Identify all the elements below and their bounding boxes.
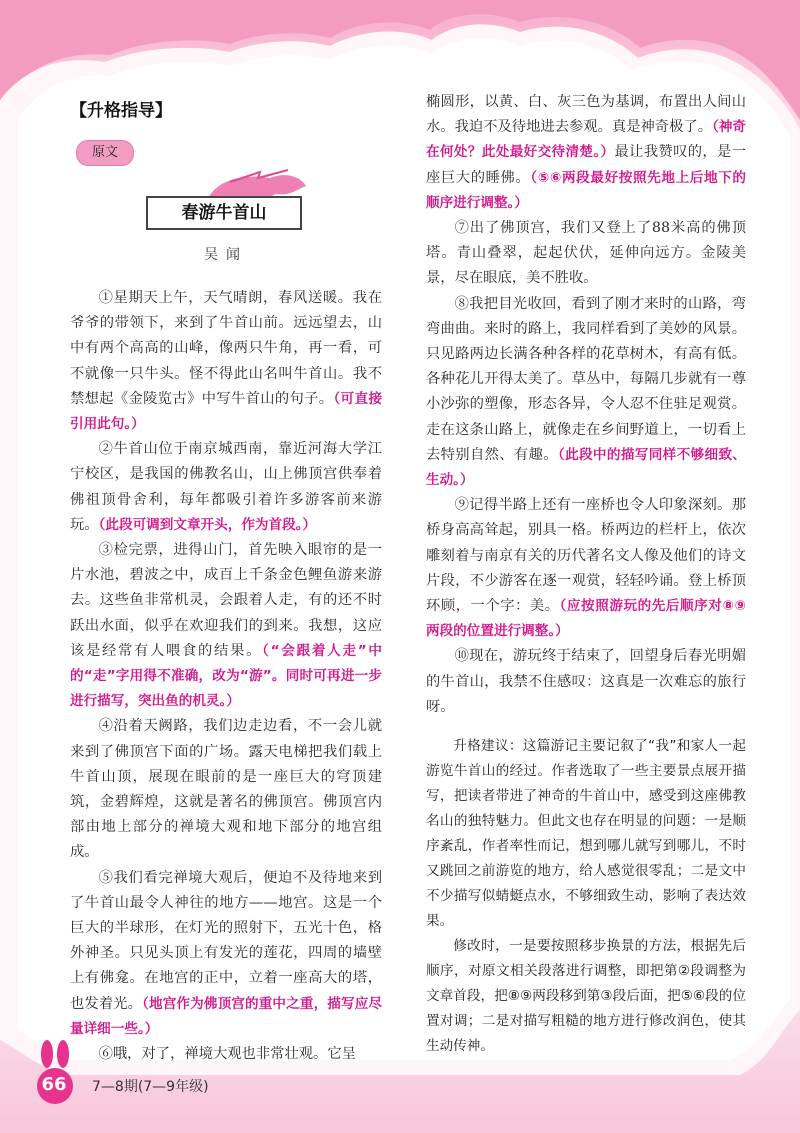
article-paragraph: 椭圆形，以黄、白、灰三色为基调，布置出人间山水。我迫不及待地进去参观。真是神奇极了。（神奇在何处？此处最好交待清楚。）最让我赞叹的，是一座巨大的睡佛。（⑤⑥两段最好按照先地上后地下的顺序进行调整。）: [426, 94, 747, 211]
article-paragraph: ⑦出了佛顶宫，我们又登上了88米高的佛顶塔。青山叠翠，起起伏伏，延伸向远方。金陵美景，尽在眼底，美不胜收。: [426, 220, 746, 287]
page-number: 66: [41, 1074, 67, 1095]
revision-note: （神奇在何处？此处最好交待清楚。）: [426, 119, 747, 161]
advice-paragraph: 升格建议：这篇游记主要记叙了“我”和家人一起游览牛首山的经过。作者选取了一些主要景点展开描写，把读者带进了神奇的牛首山中，感受到这座佛教名山的独特魅力。但此文也存在明显的问题：一是顺序紊乱，作者率性而记，想到哪儿就写到哪儿，不时又跳回之前游览的地方，给人感觉很零乱；二是文中不少描写似蜻蜓点水，不够细致生动，影响了表达效果。: [426, 738, 746, 929]
original-text-label: 原文: [76, 140, 134, 166]
article-paragraph: ⑩现在，游玩终于结束了，回望身后春光明媚的牛首山，我禁不住感叹：这真是一次难忘的旅行呀。: [426, 648, 746, 715]
advice-paragraph: 修改时，一是要按照移步换景的方法，根据先后顺序，对原文相关段落进行调整，即把第②段调整为文章首段，把⑧⑨两段移到第③段后面，把⑤⑥段的位置对调；二是对描写粗糙的地方进行修改润色，使其生动传神。: [426, 938, 746, 1054]
article-paragraph: ④沿着天阙路，我们边走边看，不一会儿就来到了佛顶宫下面的广场。露天电梯把我们载上牛首山顶，展现在眼前的是一座巨大的穹顶建筑，金碧辉煌，这就是著名的佛顶宫。佛顶宫内部由地上部分的禅境大观和地下部分的地宫组成。: [70, 718, 382, 861]
revision-note: （可直接引用此句。）: [70, 390, 383, 433]
article-paragraph: ③检完票，进得山门，首先映入眼帘的是一片水池，碧波之中，成百上千条金色鲤鱼游来游去。这些鱼非常机灵，会跟着人走，有的还不时跃出水面，似乎在欢迎我们的到来。我想，这应该是经常有人喂食的结果。（“会跟着人走”中的“走”字用得不准确，改为“游”。同时可再进一步进行描写，突出鱼的机灵。）: [70, 542, 382, 710]
article-paragraph: ⑤我们看完禅境大观后，便迫不及待地来到了牛首山最令人神往的地方——地宫。这是一个巨大的半球形，在灯光的照射下，五光十色，格外神圣。只见头顶上有发光的莲花，四周的墙壁上有佛龛。在地宫的正中，立着一座高大的塔，也发着光。（地宫作为佛顶宫的重中之重，描写应尽量详细一些。）: [70, 869, 383, 1037]
revision-note: （⑤⑥两段最好按照先地上后地下的顺序进行调整。）: [426, 169, 747, 211]
article-author: 吴闻: [204, 247, 248, 263]
revision-note: （地宫作为佛顶宫的重中之重，描写应尽量详细一些。）: [70, 995, 383, 1037]
right-column: [426, 90, 746, 720]
article-paragraph: ⑥哦，对了，禅境大观也非常壮观。它呈: [98, 1046, 356, 1063]
article-paragraph: ⑧我把目光收回，看到了刚才来时的山路，弯弯曲曲。来时的路上，我同样看到了美妙的风景。只见路两边长满各种各样的花草树木，有高有低。各种花儿开得太美了。草丛中，每隔几步就有一尊小沙弥的塑像，形态各异，令人忍不住驻足观赏。走在这条山路上，就像走在乡间野道上，一切看上去特别自然、有趣。（此段中的描写同样不够细致、生动。）: [426, 295, 747, 489]
left-column: [70, 286, 382, 1067]
revision-note: （此段可调到文章开头，作为首段。）: [98, 516, 317, 533]
revision-note: （“会跟着人走”中的“走”字用得不准确，改为“游”。同时可再进一步进行描写，突出鱼的机灵。）: [70, 642, 382, 710]
revision-note: （此段中的描写同样不够细致、生动。）: [426, 446, 747, 489]
upgrade-advice: [426, 734, 746, 1059]
issue-label: 7—8期(7—9年级): [92, 1079, 209, 1095]
article-paragraph: ⑨记得半路上还有一座桥也令人印象深刻。那桥身高高耸起，别具一格。桥两边的栏杆上，依次雕刻着与南京有关的历代著名文人像及他们的诗文片段，不少游客在逐一观赏，轻轻吟诵。登上桥顶环顾，一个字：美。（应按照游玩的先后顺序对⑧⑨两段的位置进行调整。）: [426, 497, 747, 640]
guide-heading: 【升格指导】: [70, 101, 172, 121]
revision-note: （应按照游玩的先后顺序对⑧⑨两段的位置进行调整。）: [426, 598, 747, 640]
article-paragraph: ②牛首山位于南京城西南，靠近河海大学江宁校区，是我国的佛教名山，山上佛顶宫供奉着佛祖顶骨舍利，每年都吸引着许多游客前来游玩。（此段可调到文章开头，作为首段。）: [70, 441, 382, 533]
article-paragraph: ①星期天上午，天气晴朗，春风送暖。我在爷爷的带领下，来到了牛首山前。远远望去，山中有两个高高的山峰，像两只牛角，再一看，可不就像一只牛头。怪不得此山名叫牛首山。我不禁想起《金陵览古》中写牛首山的句子。（可直接引用此句。）: [70, 290, 383, 433]
article-title: 春游牛首山: [146, 196, 302, 230]
